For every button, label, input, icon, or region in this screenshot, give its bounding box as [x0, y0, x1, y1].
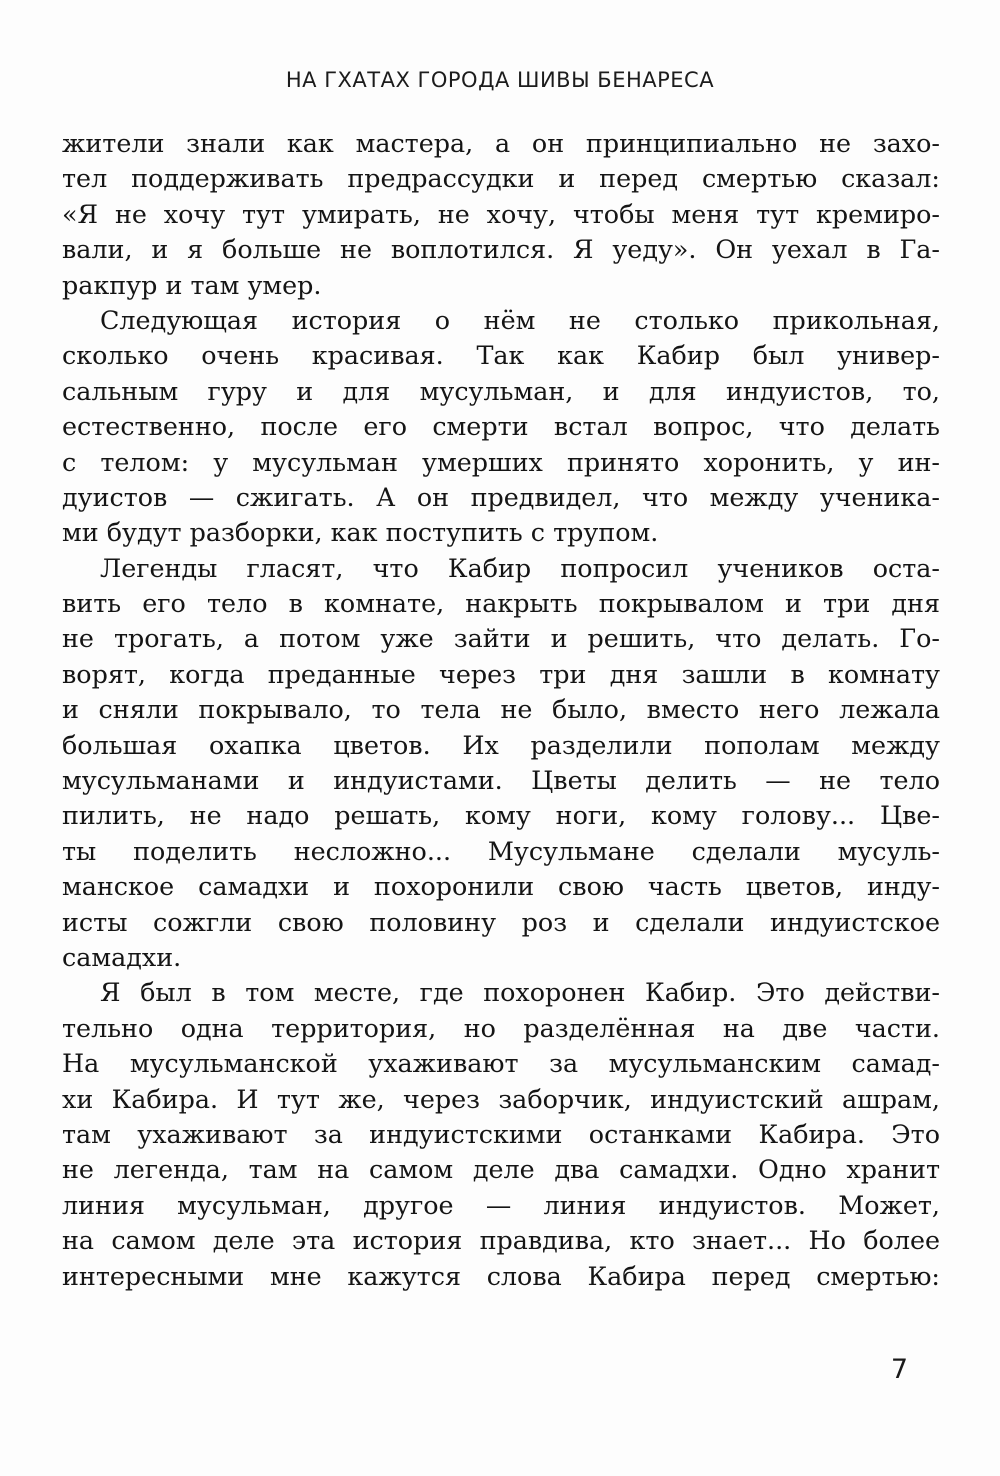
text-line: не трогать, а потом уже зайти и решить, что делать. Го-: [62, 623, 940, 654]
text-line: тельно одна территория, но разделённая на две части.: [62, 1012, 940, 1043]
text-line: дуистов — сжигать. А он предвидел, что между ученика-: [62, 481, 940, 512]
text-line: Легенды гласят, что Кабир попросил учеников оста-: [100, 552, 940, 583]
paragraph: [62, 551, 940, 976]
text-line: «Я не хочу тут умирать, не хочу, чтобы меня тут кремиро-: [62, 198, 940, 229]
text-line: с телом: у мусульман умерших принято хоронить, у ин-: [62, 446, 940, 477]
text-line: Следующая история о нём не столько прикольная,: [100, 304, 940, 335]
text-line: На мусульманской ухаживают за мусульманским самад-: [62, 1048, 940, 1079]
text-line: хи Кабира. И тут же, через заборчик, индуистский ашрам,: [62, 1083, 940, 1114]
text-line: большая охапка цветов. Их разделили пополам между: [62, 729, 940, 760]
text-line: пилить, не надо решать, кому ноги, кому голову... Цве-: [62, 800, 940, 831]
text-line: самадхи.: [62, 941, 182, 972]
text-line: линия мусульман, другое — линия индуистов. Может,: [62, 1189, 940, 1220]
text-line: Я был в том месте, где похоронен Кабир. Это действи-: [100, 977, 940, 1008]
running-head: НА ГХАТАХ ГОРОДА ШИВЫ БЕНАРЕСА: [285, 68, 715, 92]
text-line: мусульманами и индуистами. Цветы делить — не тело: [62, 765, 940, 796]
text-line: жители знали как мастера, а он принципиально не захо-: [62, 128, 940, 158]
text-line: манское самадхи и похоронили свою часть цветов, инду-: [62, 871, 940, 902]
body-text: [62, 126, 940, 1294]
text-line: ты поделить несложно... Мусульмане сделали мусуль-: [62, 835, 940, 866]
text-line: исты сожгли свою половину роз и сделали индуистское: [62, 906, 940, 937]
text-line: там ухаживают за индуистскими останками Кабира. Это: [62, 1118, 940, 1149]
text-line: не легенда, там на самом деле два самадхи. Одно хранит: [62, 1154, 940, 1185]
text-line: сколько очень красивая. Так как Кабир был универ-: [62, 340, 940, 371]
text-line: тел поддерживать предрассудки и перед смертью сказал:: [62, 163, 940, 194]
text-line: вали, и я больше не воплотился. Я уеду». Он уехал в Га-: [62, 234, 940, 265]
text-line: сальным гуру и для мусульман, и для индуистов, то,: [62, 375, 940, 406]
text-line: ми будут разборки, как поступить с трупом.: [62, 517, 659, 548]
paragraph: [62, 126, 940, 303]
text-line: интересными мне кажутся слова Кабира перед смертью:: [62, 1260, 940, 1291]
text-line: на самом деле эта история правдива, кто знает... Но более: [62, 1225, 940, 1256]
page-number: 7: [890, 1354, 908, 1385]
text-line: естественно, после его смерти встал вопрос, что делать: [62, 411, 940, 442]
paragraph: [62, 975, 940, 1294]
text-line: ракпур и там умер.: [62, 269, 322, 300]
text-line: ворят, когда преданные через три дня зашли в комнату: [62, 658, 940, 689]
paragraph: [62, 303, 940, 551]
text-line: и сняли покрывало, то тела не было, вместо него лежала: [62, 694, 940, 725]
text-line: вить его тело в комнате, накрыть покрывалом и три дня: [62, 588, 940, 619]
